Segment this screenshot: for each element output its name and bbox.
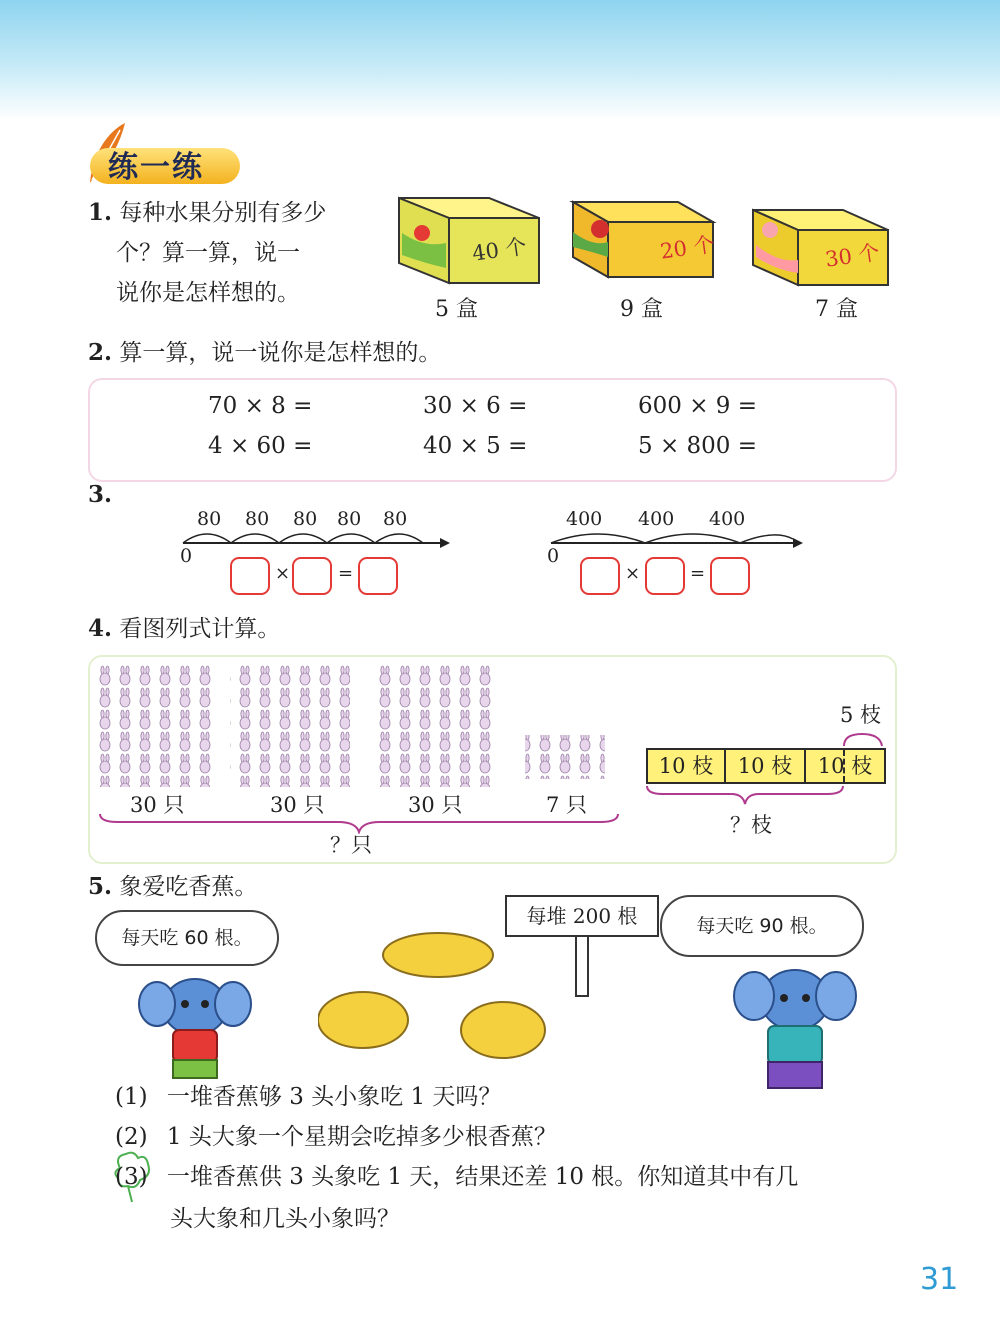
box3-text: 30 个 — [823, 240, 881, 272]
peach-icon — [762, 222, 778, 238]
answer-box-1b[interactable] — [292, 557, 332, 595]
q5-sub-1 — [115, 1080, 501, 1114]
q5-number: 5. — [88, 873, 113, 900]
banana-piles-icon — [318, 925, 548, 1065]
bar-segment-3: 10 枝 — [804, 748, 886, 784]
q5-sub-1-label: (1) — [115, 1084, 148, 1110]
number-line-2-label-1: 400 — [566, 508, 603, 530]
number-line-2-label-3: 400 — [709, 508, 746, 530]
q5-sub-1-text: 一堆香蕉够 3 头小象吃 1 天吗？ — [166, 1084, 502, 1110]
number-line-2-zero: 0 — [547, 545, 560, 567]
answer-box-1c[interactable] — [358, 557, 398, 595]
number-line-1-zero: 0 — [180, 545, 193, 567]
rabbit-group-3 — [375, 665, 495, 787]
big-elephant-icon — [730, 962, 860, 1097]
answer-box-2b[interactable] — [645, 557, 685, 595]
equation-1-1: 70 × 8 = — [208, 393, 313, 419]
equation-2-1: 4 × 60 = — [208, 433, 313, 459]
answer-box-2c[interactable] — [710, 557, 750, 595]
equals-sign-1: = — [338, 563, 354, 584]
box3-count: 7 盒 — [815, 297, 858, 322]
times-sign-2: × — [625, 563, 641, 584]
q5-sub-3-label: (3) — [115, 1164, 148, 1190]
apple-icon — [591, 220, 609, 238]
equation-2-3: 5 × 800 = — [638, 433, 758, 459]
banana-sign: 每堆 200 根 — [505, 895, 659, 937]
sign-post — [575, 935, 589, 997]
q3-number: 3. — [88, 481, 113, 508]
page-header-band — [0, 0, 1000, 120]
small-elephant-icon — [135, 972, 255, 1087]
equals-sign-2: = — [690, 563, 706, 584]
page-number: 31 — [920, 1262, 959, 1297]
q4-number: 4. — [88, 615, 113, 642]
rabbit-group-4 — [525, 735, 605, 779]
group-label-4: 7 只 — [546, 793, 588, 817]
number-line-1-label-2: 80 — [245, 508, 270, 530]
q4-text: 看图列式计算。 — [119, 616, 281, 642]
box1-text: 40 个 — [470, 234, 528, 266]
rabbit-groups — [95, 665, 625, 790]
number-line-1-label-1: 80 — [197, 508, 222, 530]
box2-count: 9 盒 — [620, 297, 663, 322]
bar-split-line — [843, 750, 845, 782]
bar-segment-1: 10 枝 — [646, 748, 726, 784]
number-line-2-label-2: 400 — [638, 508, 675, 530]
number-line-1-label-5: 80 — [383, 508, 408, 530]
answer-box-2a[interactable] — [580, 557, 620, 595]
number-line-1-label-3: 80 — [293, 508, 318, 530]
rabbit-group-1 — [95, 665, 215, 787]
bar-top-label: 5 枝 — [840, 703, 882, 727]
group-label-1: 30 只 — [130, 793, 185, 817]
q5-sub-2-text: 1 头大象一个星期会吃掉多少根香蕉？ — [166, 1124, 557, 1150]
speech-bubble-right: 每天吃 90 根。 — [660, 895, 864, 957]
speech-bubble-left: 每天吃 60 根。 — [95, 910, 279, 966]
equation-1-2: 30 × 6 = — [423, 393, 528, 419]
number-line-1-label-4: 80 — [337, 508, 362, 530]
q5-sub-3-text: 一堆香蕉供 3 头象吃 1 天，结果还差 10 根。你知道其中有几 — [166, 1164, 799, 1190]
q1-number: 1. — [88, 199, 113, 226]
q5-sub-3 — [115, 1160, 798, 1194]
answer-box-1a[interactable] — [230, 557, 270, 595]
q4-block — [88, 612, 280, 646]
bar-segment-2: 10 枝 — [724, 748, 806, 784]
q2-number: 2. — [88, 339, 113, 366]
bar-total-brace — [645, 784, 845, 806]
strawberry-icon — [414, 225, 430, 241]
q5-sub-3-text-2: 头大象和几头小象吗？ — [170, 1206, 400, 1232]
bar-top-brace — [838, 722, 888, 748]
q5-sub-2 — [115, 1120, 557, 1154]
q5-sub-2-label: (2) — [115, 1124, 148, 1150]
q5-text: 象爱吃香蕉。 — [119, 874, 258, 900]
equation-1-3: 600 × 9 = — [638, 393, 758, 419]
q1-block — [88, 196, 326, 230]
box2-text: 20 个 — [658, 232, 716, 264]
group-label-3: 30 只 — [408, 793, 463, 817]
bar-total-label: ？枝 — [730, 813, 772, 837]
group-label-2: 30 只 — [270, 793, 325, 817]
q2-text: 算一算，说一说你是怎样想的。 — [119, 340, 442, 366]
section-title: 练一练 — [108, 150, 204, 185]
q1-text-line-3: 说你是怎样想的。 — [116, 280, 300, 306]
box1-count: 5 盒 — [435, 297, 478, 322]
rabbit-total-label: ？只 — [330, 833, 372, 857]
rabbit-group-2 — [230, 665, 350, 787]
q2-block — [88, 336, 441, 370]
equation-2-2: 40 × 5 = — [423, 433, 528, 459]
q1-text-line-2: 个？算一算，说一 — [116, 240, 300, 266]
q5-block — [88, 870, 257, 904]
q1-text-line-1: 每种水果分别有多少 — [119, 200, 327, 226]
times-sign-1: × — [275, 563, 291, 584]
